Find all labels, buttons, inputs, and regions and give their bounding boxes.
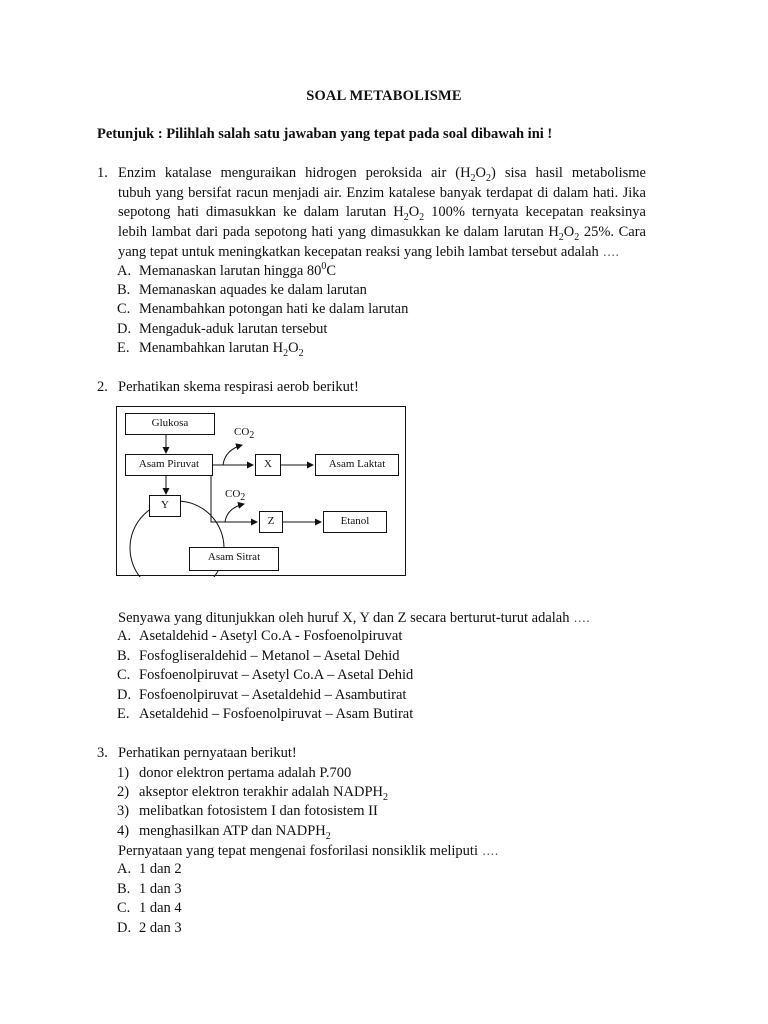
label-co2-top: $CO_2$	[234, 426, 255, 442]
label-co2-bottom: $CO_2$	[225, 488, 246, 504]
q3-question: Pernyataan yang tepat mengenai fosforilasi nonsiklik meliputi ….	[118, 843, 499, 859]
q2-prompt: Perhatikan skema respirasi aerob berikut!	[118, 379, 359, 395]
box-asam-sitrat: Asam Sitrat	[189, 547, 279, 571]
box-glukosa: Glukosa	[125, 413, 215, 435]
q3-option-d[interactable]: D. 2 dan 3	[117, 920, 182, 936]
q3-option-b[interactable]: B. 1 dan 3	[117, 881, 182, 897]
q2-option-b[interactable]: B. Fosfogliseraldehid – Metanol – Asetal Dehid	[117, 648, 400, 664]
arrow-co2-top	[223, 445, 242, 465]
box-x: X	[255, 454, 281, 476]
box-z: Z	[259, 511, 283, 533]
q1-option-b[interactable]: B. Memanaskan aquades ke dalam larutan	[117, 282, 367, 298]
q3-statement-4: 4) menghasilkan ATP dan $NADPH_2$	[117, 823, 331, 842]
q3-statement-2: 2) akseptor elektron terakhir adalah $NADPH_2$	[117, 784, 389, 803]
q3-option-c[interactable]: C. 1 dan 4	[117, 900, 182, 916]
q3-statement-1: 1) donor elektron pertama adalah P.700	[117, 765, 352, 781]
q2-number: 2.	[97, 379, 108, 395]
q2-option-d[interactable]: D. Fosfoenolpiruvat – Asetaldehid – Asambutirat	[117, 687, 407, 703]
q3-number: 3.	[97, 745, 108, 761]
q1-line-4: lebih lambat dari pada sepotong hati yang dimasukkan ke dalam larutan $H_2O_2$ 25%. Cara	[118, 224, 646, 243]
q1-line-1: Enzim katalase menguraikan hidrogen peroksida air $(H_2O_2)$ sisa hasil metabolisme	[118, 165, 646, 184]
box-y: Y	[149, 495, 181, 517]
q1-option-e[interactable]: E. Menambahkan larutan $H_2O_2$	[117, 340, 304, 359]
q1-line-3: sepotong hati dimasukkan ke dalam larutan $H_2O_2$ 100% ternyata kecepatan reaksinya	[118, 204, 646, 223]
q1-line-5: yang tepat untuk meningkatkan kecepatan reaksi yang lebih lambat tersebut adalah ….	[118, 244, 620, 260]
arrow-co2-bottom	[225, 504, 244, 522]
q3-option-a[interactable]: A. 1 dan 2	[117, 861, 182, 877]
q1-line-2: tubuh yang bersifat racun menjadi air. Enzim katalese banyak terdapat di dalam hati. Jika	[118, 185, 646, 201]
page-title: SOAL METABOLISME	[306, 88, 462, 104]
box-asam-piruvat: Asam Piruvat	[125, 454, 213, 476]
q3-prompt: Perhatikan pernyataan berikut!	[118, 745, 297, 761]
q1-option-a[interactable]: A. Memanaskan larutan hingga $80^0C$	[117, 261, 337, 279]
q1-number: 1.	[97, 165, 108, 181]
q3-statement-3: 3) melibatkan fotosistem I dan fotosistem II	[117, 803, 378, 819]
box-asam-laktat: Asam Laktat	[315, 454, 399, 476]
q2-question: Senyawa yang ditunjukkan oleh huruf X, Y dan Z secara berturut-turut adalah ….	[118, 610, 590, 626]
q1-option-c[interactable]: C. Menambahkan potongan hati ke dalam larutan	[117, 301, 409, 317]
q2-option-a[interactable]: A. Asetaldehid - Asetyl Co.A - Fosfoenolpiruvat	[117, 628, 403, 644]
q2-option-c[interactable]: C. Fosfoenolpiruvat – Asetyl Co.A – Asetal Dehid	[117, 667, 414, 683]
q1-option-d[interactable]: D. Mengaduk-aduk larutan tersebut	[117, 321, 328, 337]
respiration-diagram	[116, 406, 406, 576]
box-etanol: Etanol	[323, 511, 387, 533]
q2-option-e[interactable]: E. Asetaldehid – Fosfoenolpiruvat – Asam Butirat	[117, 706, 414, 722]
instruction: Petunjuk : Pilihlah salah satu jawaban yang tepat pada soal dibawah ini !	[97, 126, 553, 142]
